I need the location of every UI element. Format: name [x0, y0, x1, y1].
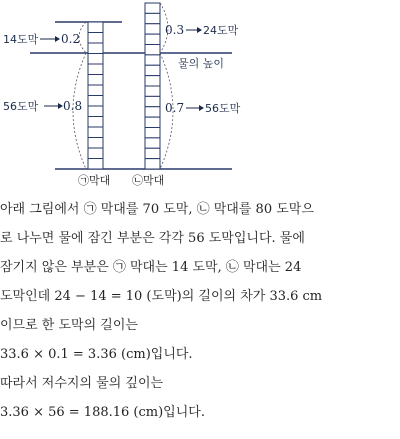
explanation-line: 로 나누면 물에 잠긴 부분은 각각 56 도막입니다. 물에 — [0, 231, 305, 246]
explanation-line: 따라서 저수지의 물의 깊이는 — [0, 376, 164, 391]
rod-b-label: ㉡막대 — [132, 174, 165, 187]
rod-b-top-count-label: 24도막 — [203, 24, 239, 37]
rod-b-segment — [145, 65, 160, 75]
rod-b-top-fraction-label: 0.3 — [165, 23, 185, 37]
rod-b-segment — [145, 76, 160, 86]
rod-b-bottom-count-label: 56도막 — [205, 102, 241, 115]
rod-b-segment — [145, 159, 160, 169]
rod-b-bottom-fraction-label: 0.7 — [165, 101, 185, 115]
rod-b — [145, 3, 160, 169]
explanation-line: 3.36 × 56 = 188.16 (cm)입니다. — [0, 405, 205, 420]
rod-b-segment — [145, 128, 160, 138]
rod-a-top-fraction-label: 0.2 — [61, 32, 81, 46]
rod-a-segment — [88, 33, 103, 44]
rod-a-segment — [88, 127, 103, 138]
rod-b-segment — [145, 55, 160, 65]
explanation-line: 도막인데 24 − 14 = 10 (도막)의 길이의 차가 33.6 cm — [0, 289, 323, 304]
explanation-line: 33.6 × 0.1 = 3.36 (cm)입니다. — [0, 347, 193, 362]
rod-a-segment — [88, 85, 103, 96]
rod-b-segment — [145, 45, 160, 55]
rod-b-segment — [145, 148, 160, 158]
rod-a-segment — [88, 54, 103, 65]
rod-a-bottom-fraction-label: 0.8 — [63, 99, 83, 113]
water-level-label: 물의 높이 — [178, 57, 225, 70]
rod-a-segment — [88, 22, 103, 33]
rod-a-segment — [88, 96, 103, 107]
rod-b-segment — [145, 34, 160, 44]
rod-a-bottom-count-label: 56도막 — [3, 100, 39, 113]
rod-b-segment — [145, 86, 160, 96]
rod-b-segment — [145, 96, 160, 106]
rod-a-segment — [88, 117, 103, 128]
explanation-line: 이므로 한 도막의 길이는 — [0, 318, 138, 333]
explanation-line: 잠기지 않은 부분은 ㉠ 막대는 14 도막, ㉡ 막대는 24 — [0, 260, 302, 275]
rod-b-segment — [145, 3, 160, 13]
rod-a-segment — [88, 64, 103, 75]
rod-a-segment — [88, 138, 103, 149]
rod-a — [88, 22, 103, 169]
rod-a-segment — [88, 159, 103, 170]
rod-b-segment — [145, 117, 160, 127]
rod-a-segment — [88, 43, 103, 54]
rod-b-segment — [145, 138, 160, 148]
rod-a-label: ㉠막대 — [78, 174, 111, 187]
rod-b-segment — [145, 107, 160, 117]
rod-b-segment — [145, 13, 160, 23]
rod-a-segment — [88, 106, 103, 117]
rod-a-segment — [88, 148, 103, 159]
rod-b-segment — [145, 24, 160, 34]
rod-a-segment — [88, 75, 103, 86]
rod-a-top-count-label: 14도막 — [3, 33, 39, 46]
explanation-line: 아래 그림에서 ㉠ 막대를 70 도막, ㉡ 막대를 80 도막으 — [0, 202, 314, 217]
rod-figure — [0, 0, 400, 190]
